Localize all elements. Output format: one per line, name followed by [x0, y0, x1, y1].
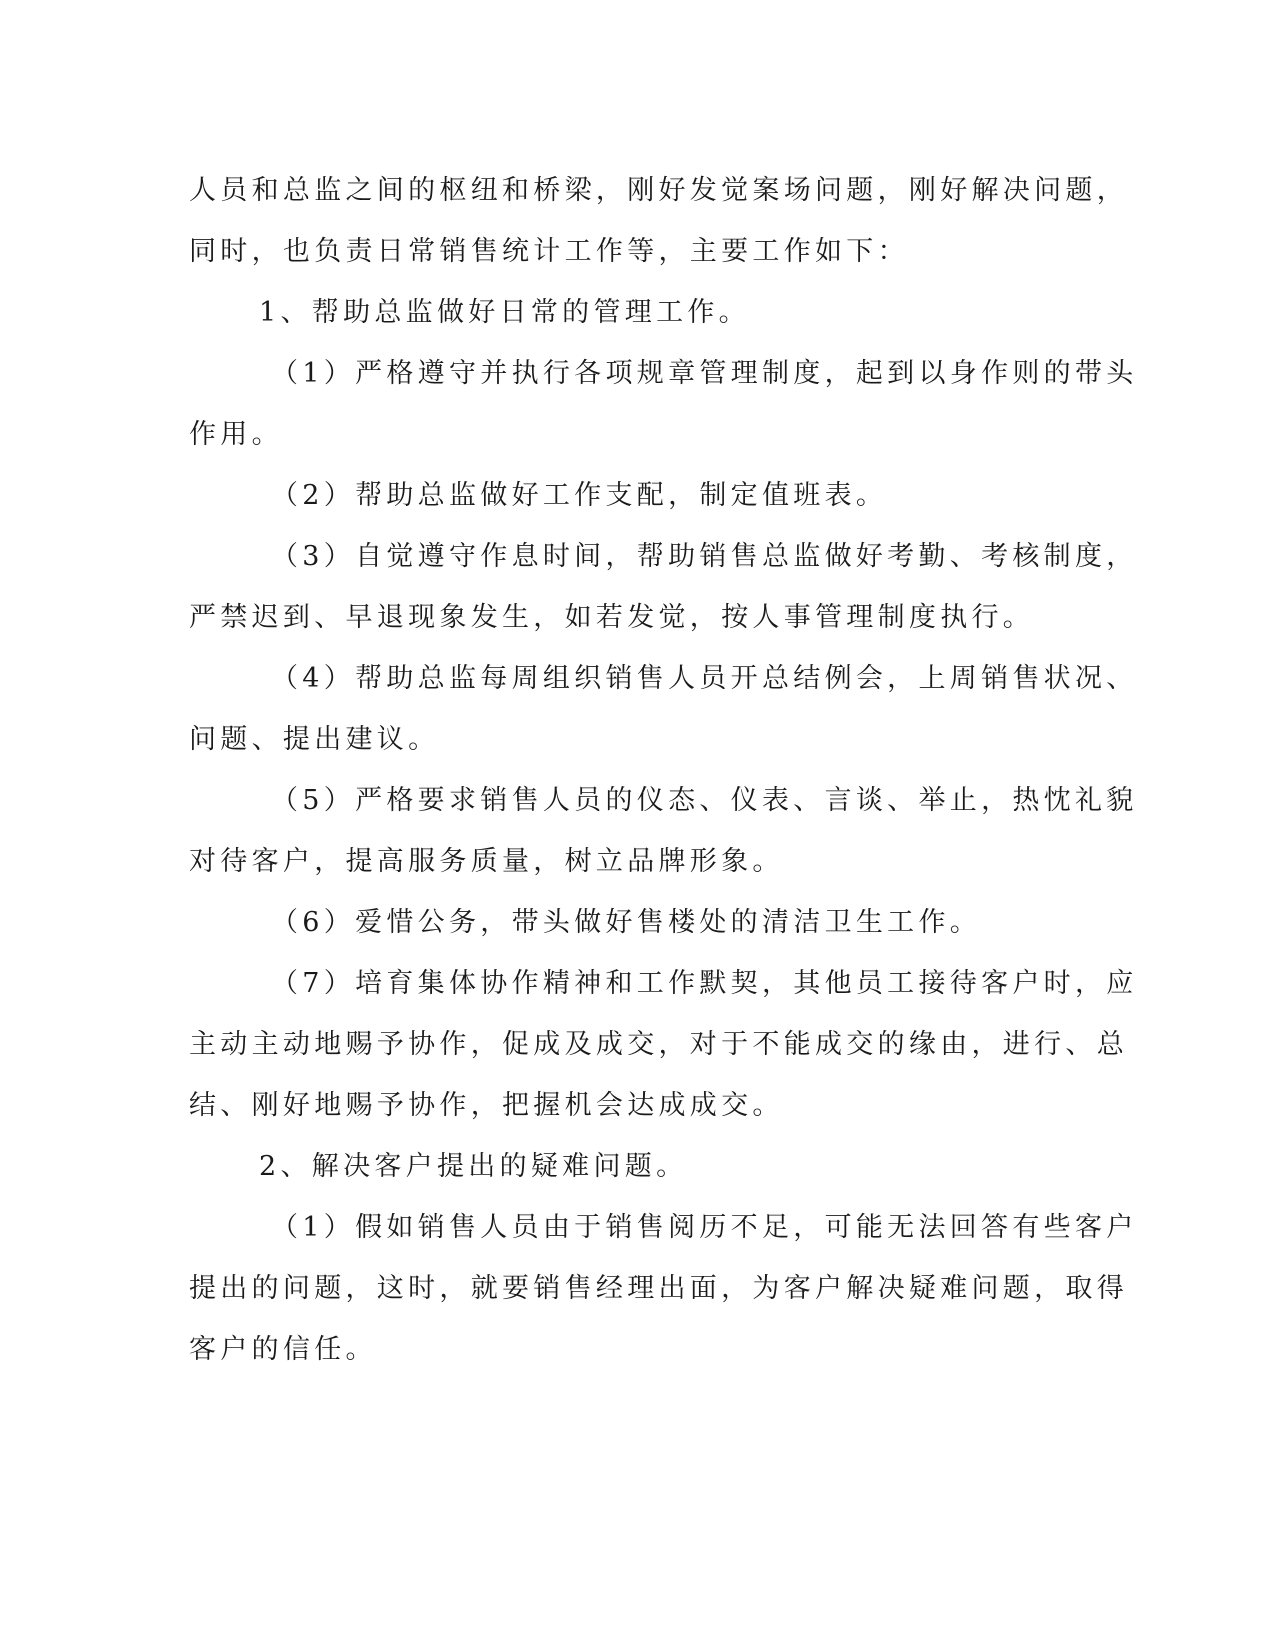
list-item: （3）自觉遵守作息时间，帮助销售总监做好考勤、考核制度，: [271, 541, 1138, 572]
list-item: （6）爱惜公务，带头做好售楼处的清洁卫生工作。: [271, 907, 982, 938]
paragraph-line: 提出的问题，这时，就要销售经理出面，为客户解决疑难问题，取得: [189, 1273, 1128, 1304]
paragraph-line: 严禁迟到、早退现象发生，如若发觉，按人事管理制度执行。: [189, 602, 1035, 633]
list-item: （5）严格要求销售人员的仪态、仪表、言谈、举止，热忱礼貌: [271, 785, 1138, 816]
list-item: （1）严格遵守并执行各项规章管理制度，起到以身作则的带头: [271, 358, 1138, 389]
section-heading: 2、解决客户提出的疑难问题。: [259, 1151, 688, 1182]
list-item: （7）培育集体协作精神和工作默契，其他员工接待客户时，应: [271, 968, 1138, 999]
list-item: （4）帮助总监每周组织销售人员开总结例会，上周销售状况、: [271, 663, 1138, 694]
list-item: （2）帮助总监做好工作支配，制定值班表。: [271, 480, 888, 511]
paragraph-line: 客户的信任。: [189, 1334, 377, 1365]
paragraph-line: 问题、提出建议。: [189, 724, 440, 755]
paragraph-line: 主动主动地赐予协作，促成及成交，对于不能成交的缘由，进行、总: [189, 1029, 1128, 1060]
paragraph-line: 作用。: [189, 419, 283, 450]
paragraph-line: 结、刚好地赐予协作，把握机会达成成交。: [189, 1090, 784, 1121]
paragraph-line: 人员和总监之间的枢纽和桥梁，刚好发觉案场问题，刚好解决问题，: [189, 175, 1128, 206]
section-heading: 1、帮助总监做好日常的管理工作。: [259, 297, 750, 328]
list-item: （1）假如销售人员由于销售阅历不足，可能无法回答有些客户: [271, 1212, 1138, 1243]
document-body: [189, 160, 1138, 1380]
paragraph-line: 同时，也负责日常销售统计工作等，主要工作如下：: [189, 236, 909, 267]
paragraph-line: 对待客户，提高服务质量，树立品牌形象。: [189, 846, 784, 877]
